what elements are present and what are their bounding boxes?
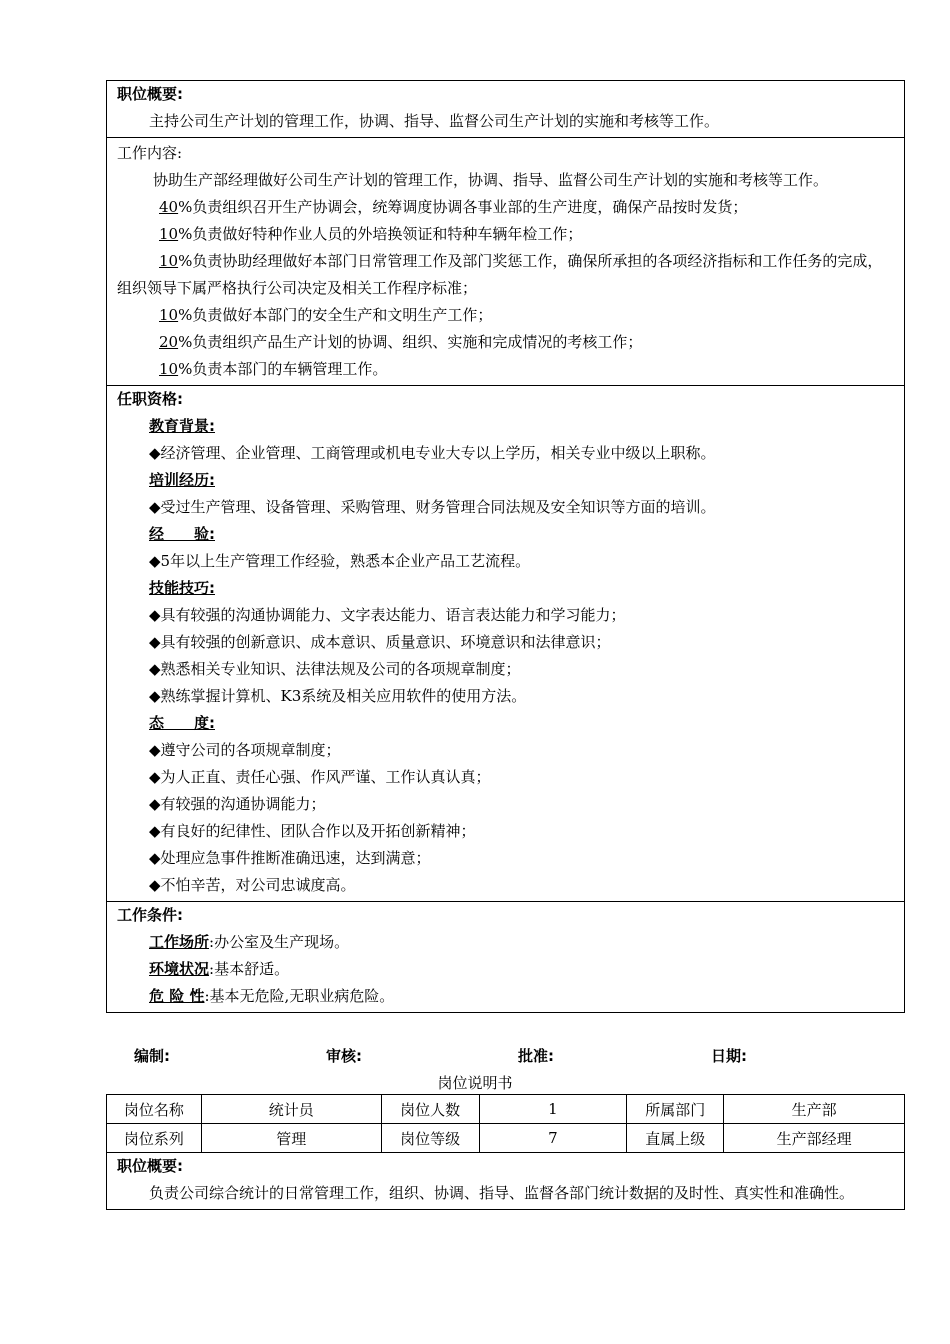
condition-item [117,929,904,956]
condition-item [117,956,904,983]
task-percent: 10 [159,360,179,378]
position-series-value: 管理 [201,1124,381,1153]
task-item [117,302,904,329]
position-grade-value: 7 [479,1124,627,1153]
overview-title: 职位概要: [117,85,183,103]
list-item: ◆经济管理、企业管理、工商管理或机电专业大专以上学历，相关专业中级以上职称。 [149,444,716,462]
task-percent: 20 [159,333,179,351]
list-item: ◆遵守公司的各项规章制度； [149,741,341,759]
list-item: ◆处理应急事件推断准确迅速，达到满意； [149,849,431,867]
task-list [117,194,904,383]
list-item: ◆具有较强的沟通协调能力、文字表达能力、语言表达能力和学习能力； [149,606,626,624]
work-content-section [107,138,904,386]
task-text: %负责做好特种作业人员的外培换领证和特种车辆年检工作； [178,225,583,243]
doc2-overview-title: 职位概要: [117,1157,183,1175]
task-text: %负责组织产品生产计划的协调、组织、实施和完成情况的考核工作； [178,333,643,351]
task-percent: 10 [159,306,179,324]
condition-value: :基本舒适。 [209,960,290,978]
job-description-upper [106,80,905,1013]
attitude-title: 态 度: [149,714,215,732]
list-item: ◆有良好的纪律性、团队合作以及开拓创新精神； [149,822,476,840]
list-item: ◆5年以上生产管理工作经验，熟悉本企业产品工艺流程。 [149,552,531,570]
position-name-value: 统计员 [201,1095,381,1124]
experience-title: 经 验: [149,525,215,543]
headcount-value: 1 [479,1095,627,1124]
position-series-label: 岗位系列 [107,1124,202,1153]
condition-label: 环境状况 [149,960,210,978]
task-text: %负责协助经理做好本部门日常管理工作及部门奖惩工作，确保所承担的各项经济指标和工作任务的完成，组织领导下属严格执行公司决定及相关工作程序标准； [117,252,883,297]
work-conditions-title: 工作条件: [117,906,183,924]
list-item: ◆为人正直、责任心强、作风严谨、工作认真认真； [149,768,491,786]
overview-text: 主持公司生产计划的管理工作，协调、指导、监督公司生产计划的实施和考核等工作。 [149,112,720,130]
qualification-section [107,386,904,902]
table-row [107,1095,905,1124]
task-text: %负责做好本部门的安全生产和文明生产工作； [178,306,493,324]
doc2-info-table [106,1094,905,1153]
experience-list [117,548,904,575]
date-label: 日期: [711,1047,747,1065]
task-percent: 10 [159,225,179,243]
headcount-label: 岗位人数 [381,1095,479,1124]
work-content-intro: 协助生产部经理做好公司生产计划的管理工作，协调、指导、监督公司生产计划的实施和考核等工作。 [153,171,829,189]
doc2-overview-text: 负责公司综合统计的日常管理工作，组织、协调、指导、监督各部门统计数据的及时性、真实性和准确性。 [149,1184,855,1202]
conditions-list [117,929,904,1010]
position-name-label: 岗位名称 [107,1095,202,1124]
condition-value: :办公室及生产现场。 [209,933,350,951]
approve-label: 批准: [518,1047,554,1065]
task-item [117,248,904,302]
task-item [117,194,904,221]
list-item: ◆不怕辛苦，对公司忠诚度高。 [149,876,356,894]
doc2-title: 岗位说明书 [437,1074,513,1092]
task-item [117,329,904,356]
condition-label: 工作场所 [149,933,210,951]
supervisor-value: 生产部经理 [724,1124,905,1153]
signoff-row [106,1045,905,1069]
department-label: 所属部门 [627,1095,724,1124]
task-percent: 40 [159,198,179,216]
task-percent: 10 [159,252,179,270]
review-label: 审核: [326,1047,362,1065]
task-text: %负责本部门的车辆管理工作。 [178,360,388,378]
list-item: ◆有较强的沟通协调能力； [149,795,326,813]
list-item: ◆熟悉相关专业知识、法律法规及公司的各项规章制度； [149,660,521,678]
overview-section [107,81,904,138]
training-list [117,494,904,521]
condition-value: :基本无危险,无职业病危险。 [204,987,395,1005]
list-item: ◆具有较强的创新意识、成本意识、质量意识、环境意识和法律意识； [149,633,611,651]
list-item: ◆熟练掌握计算机、K3系统及相关应用软件的使用方法。 [149,687,527,705]
list-item: ◆受过生产管理、设备管理、采购管理、财务管理合同法规及安全知识等方面的培训。 [149,498,716,516]
doc2-overview-section [107,1151,904,1210]
qualification-title: 任职资格: [117,390,183,408]
department-value: 生产部 [724,1095,905,1124]
attitude-list [117,737,904,899]
position-grade-label: 岗位等级 [381,1124,479,1153]
condition-label: 危 险 性 [149,987,205,1005]
training-title: 培训经历: [149,471,215,489]
task-item [117,221,904,248]
task-text: %负责组织召开生产协调会，统筹调度协调各事业部的生产进度，确保产品按时发货； [178,198,748,216]
education-list [117,440,904,467]
table-row [107,1124,905,1153]
work-conditions-section [107,902,904,1013]
education-title: 教育背景: [149,417,215,435]
task-item [117,356,904,383]
work-content-title: 工作内容: [117,144,183,162]
condition-item [117,983,904,1010]
skills-list [117,602,904,710]
skills-title: 技能技巧: [149,579,215,597]
supervisor-label: 直属上级 [627,1124,724,1153]
editor-label: 编制: [134,1047,170,1065]
doc2-overview-box [106,1151,905,1210]
